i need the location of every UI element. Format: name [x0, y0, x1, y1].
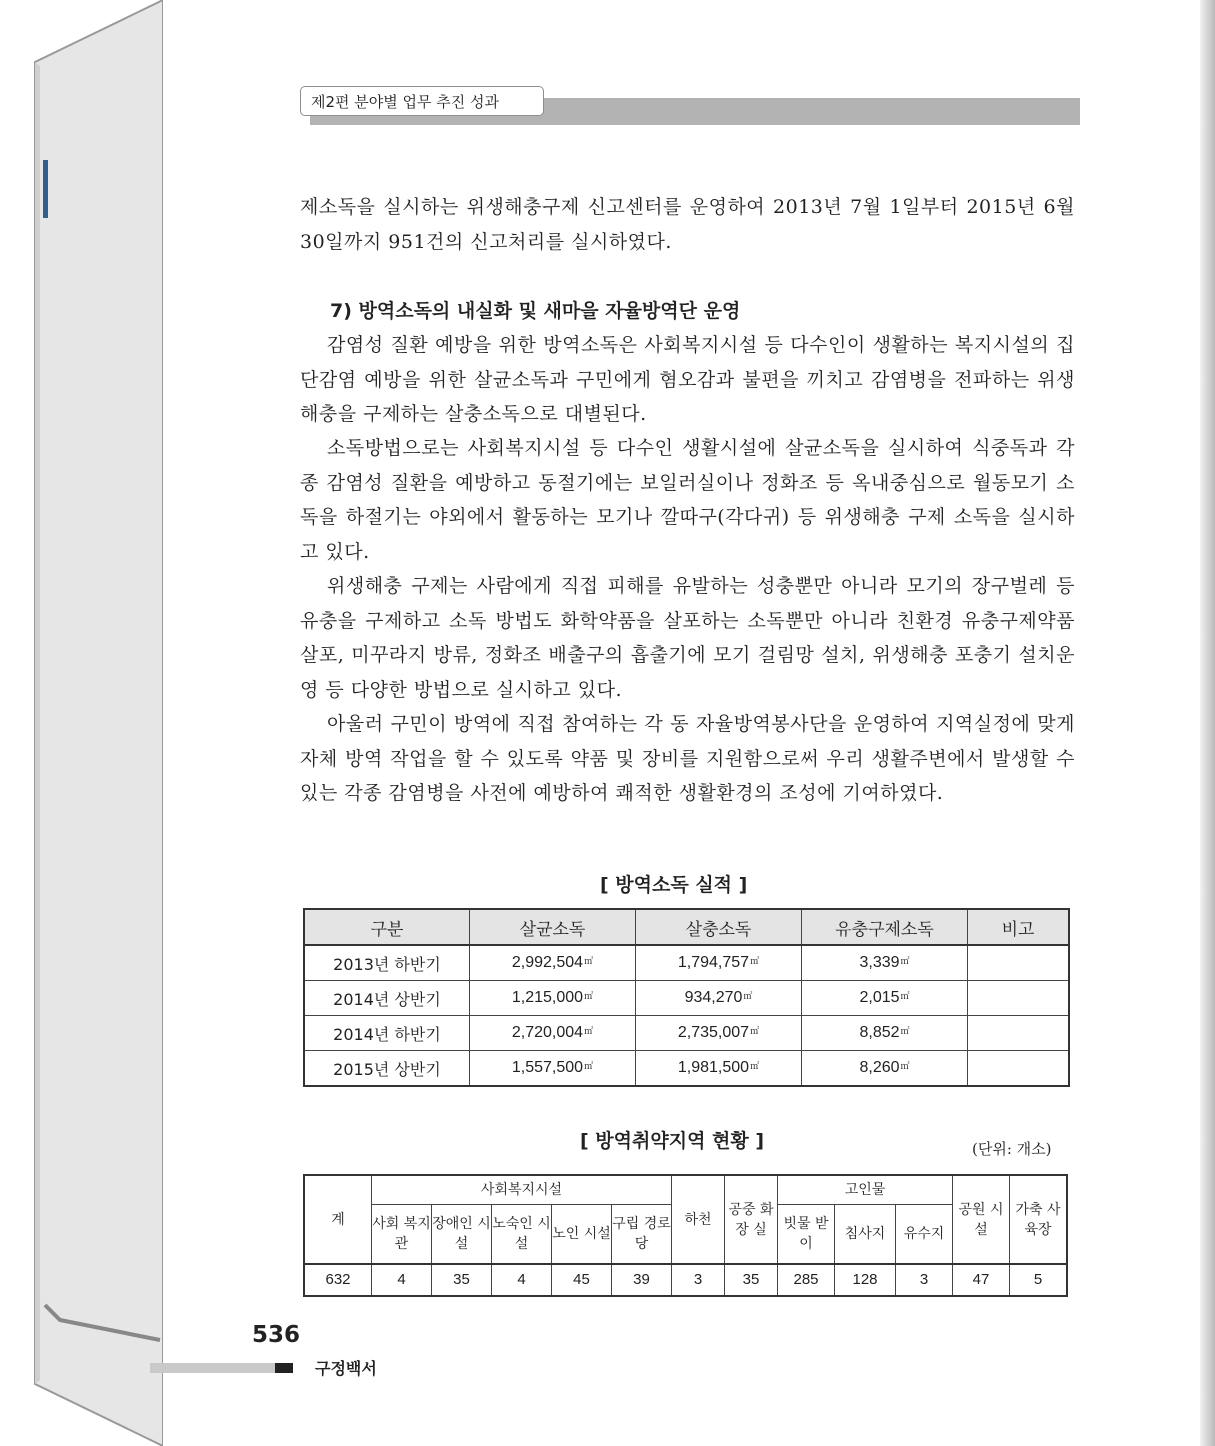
- table1-caption: [ 방역소독 실적 ]: [600, 874, 748, 896]
- value-cell: 45: [552, 1264, 612, 1296]
- note-cell: [968, 981, 1070, 1016]
- footer-bar: [150, 1363, 275, 1373]
- value-cell: 2,992,504㎡: [470, 945, 636, 981]
- note-cell: [968, 945, 1070, 981]
- table1-header: 구분: [304, 909, 470, 945]
- value-cell: 8,260㎡: [802, 1051, 968, 1087]
- livestock-header: 가축 사육장: [1010, 1175, 1068, 1264]
- table1-header: 유충구제소독: [802, 909, 968, 945]
- value-cell: 128: [835, 1264, 896, 1296]
- paragraph-1: 감염성 질환 예방을 위한 방역소독은 사회복지시설 등 다수인이 생활하는 복지시설의 집단감염 예방을 위한 살균소독과 구민에게 혐오감과 불편을 끼치고 감염병을 전파하는 위생해충을 구제하는 살충소독으로 대별된다.: [300, 334, 1075, 425]
- value-cell: 285: [778, 1264, 835, 1296]
- table-row: [304, 1264, 1067, 1296]
- value-cell: 3: [672, 1264, 725, 1296]
- value-cell: 4: [492, 1264, 552, 1296]
- value-cell: 2,735,007㎡: [636, 1016, 802, 1051]
- table1-header: 살균소독: [470, 909, 636, 945]
- value-cell: 39: [612, 1264, 672, 1296]
- period-cell: 2014년 하반기: [304, 1016, 470, 1051]
- table-row: [304, 981, 1069, 1016]
- value-cell: 1,981,500㎡: [636, 1051, 802, 1087]
- section-heading: 7) 방역소독의 내실화 및 새마을 자율방역단 운영: [330, 300, 741, 322]
- value-cell: 35: [725, 1264, 778, 1296]
- welfare-sub-header: 노인 시설: [552, 1205, 612, 1265]
- table1-header: 비고: [968, 909, 1070, 945]
- period-cell: 2013년 하반기: [304, 945, 470, 981]
- value-cell: 47: [953, 1264, 1010, 1296]
- disinfection-results-table: [303, 908, 1070, 1087]
- note-cell: [968, 1051, 1070, 1087]
- paragraph-3: 위생해충 구제는 사람에게 직접 피해를 유발하는 성충뿐만 아니라 모기의 장구벌레 등 유충을 구제하고 소독 방법도 화학약품을 살포하는 소독뿐만 아니라 친환경 유충구제약품 살포, 미꾸라지 방류, 정화조 배출구의 흡출기에 모기 걸림망 설치, 위생해충 포충기 설치운영 등 다양한 방법으로 실시하고 있다.: [300, 575, 1075, 701]
- stagnant-sub-header: 유수지: [896, 1205, 953, 1265]
- welfare-group-header: 사회복지시설: [372, 1175, 672, 1205]
- footer-book-title: 구정백서: [315, 1359, 377, 1378]
- table2-caption: [ 방역취약지역 현황 ]: [580, 1130, 765, 1152]
- period-cell: 2014년 상반기: [304, 981, 470, 1016]
- stagnant-water-group-header: 고인물: [778, 1175, 953, 1205]
- table-row: [304, 1016, 1069, 1051]
- value-cell: 5: [1010, 1264, 1068, 1296]
- value-cell: 35: [432, 1264, 492, 1296]
- value-cell: 934,270㎡: [636, 981, 802, 1016]
- welfare-sub-header: 노숙인 시설: [492, 1205, 552, 1265]
- value-cell: 2,015㎡: [802, 981, 968, 1016]
- park-header: 공원 시설: [953, 1175, 1010, 1264]
- period-cell: 2015년 상반기: [304, 1051, 470, 1087]
- stagnant-sub-header: 빗물 받이: [778, 1205, 835, 1265]
- value-cell: 1,215,000㎡: [470, 981, 636, 1016]
- total-header: 계: [304, 1175, 372, 1264]
- value-cell: 1,794,757㎡: [636, 945, 802, 981]
- paragraph-4: 아울러 구민이 방역에 직접 참여하는 각 동 자율방역봉사단을 운영하여 지역실정에 맞게 자체 방역 작업을 할 수 있도록 약품 및 장비를 지원함으로써 우리 생활주변에서 발생할 수 있는 각종 감염병을 사전에 예방하여 쾌적한 생활환경의 조성에 기여하였다.: [300, 713, 1075, 804]
- value-cell: 4: [372, 1264, 432, 1296]
- stream-header: 하천: [672, 1175, 725, 1264]
- welfare-sub-header: 장애인 시설: [432, 1205, 492, 1265]
- value-cell: 1,557,500㎡: [470, 1051, 636, 1087]
- welfare-sub-header: 구립 경로당: [612, 1205, 672, 1265]
- welfare-sub-header: 사회 복지관: [372, 1205, 432, 1265]
- paragraph-2: 소독방법으로는 사회복지시설 등 다수인 생활시설에 살균소독을 실시하여 식중독과 각종 감염성 질환을 예방하고 동절기에는 보일러실이나 정화조 등 옥내중심으로 월동모기 소독을 하절기는 야외에서 활동하는 모기나 깔따구(각다귀) 등 위생해충 구제 소독을 실시하고 있다.: [300, 437, 1075, 563]
- vulnerable-areas-table: [303, 1174, 1068, 1297]
- paragraph-continuation: 제소독을 실시하는 위생해충구제 신고센터를 운영하여 2013년 7월 1일부터 2015년 6월 30일까지 951건의 신고처리를 실시하였다.: [300, 196, 1075, 253]
- stagnant-sub-header: 침사지: [835, 1205, 896, 1265]
- table-row: [304, 945, 1069, 981]
- page-number: 536: [252, 1322, 301, 1348]
- value-cell: 3,339㎡: [802, 945, 968, 981]
- value-cell: 2,720,004㎡: [470, 1016, 636, 1051]
- section-header-tab: 제2편 분야별 업무 추진 성과: [300, 86, 544, 116]
- note-cell: [968, 1016, 1070, 1051]
- page-edge-shadow: [1200, 0, 1215, 1446]
- table-row: [304, 1051, 1069, 1087]
- value-cell: 8,852㎡: [802, 1016, 968, 1051]
- unit-note: (단위: 개소): [972, 1140, 1052, 1158]
- footer-bar-accent: [275, 1363, 293, 1373]
- value-cell: 3: [896, 1264, 953, 1296]
- value-cell: 632: [304, 1264, 372, 1296]
- table1-header: 살충소독: [636, 909, 802, 945]
- public-toilet-header: 공중 화장 실: [725, 1175, 778, 1264]
